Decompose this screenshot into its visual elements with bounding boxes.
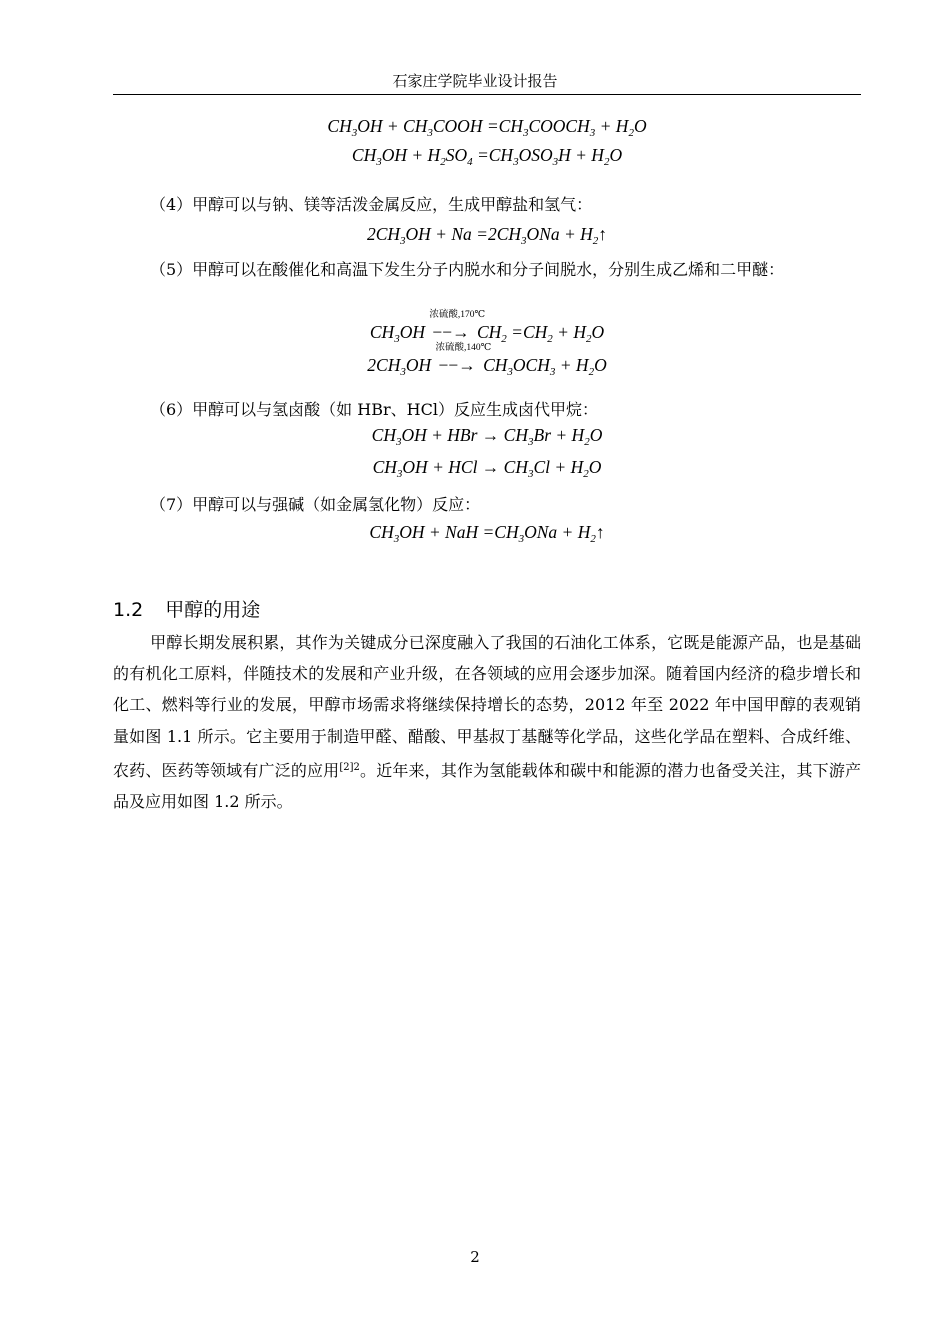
section-body: 甲醇长期发展积累，其作为关键成分已深度融入了我国的石油化工体系，它既是能源产品，也是基础的有机化工原料，伴随技术的发展和产业升级，在各领域的应用会逐步加深。随着国内经济的稳步增长和化工、燃料等行业的发展，甲醇市场需求将继续保持增长的态势，2012 年至 2022 年中国甲醇的表观销量如图 1.1 所示。它主要用于制造甲醛、醋酸、甲基叔丁基醚等化学品，这些化学品在塑料、合成纤维、农药、医药等领域有广泛的应用$^{[2]2}$。近年来，其作为氢能载体和碳中和能源的潜力也备受关注，其下游产品及应用如图 1.2 所示。 [113, 633, 861, 812]
equation-hydride: $CH_3OH$ + NaH $=CH_3ONa$ + $H_2↑$ [369, 522, 605, 545]
section-heading [113, 595, 260, 622]
item-7: （7）甲醇可以与强碱（如金属氢化物）反应： [150, 495, 481, 514]
equation-dehydration-1: $CH_3OH$ 浓硫酸,170℃ −−→ $CH_2 =CH_2 + H_2O$ [369, 310, 605, 345]
item-5: （5）甲醇可以在酸催化和高温下发生分子内脱水和分子间脱水，分别生成乙烯和二甲醚： [150, 260, 785, 279]
section-title: 甲醇的用途 [165, 599, 261, 621]
page-number: 2 [470, 1248, 480, 1266]
equation-sulfate: $CH_3OH + H_2SO_4 =CH_3OSO_3H + H_2O$ [351, 145, 623, 168]
item-6: （6）甲醇可以与氢卤酸（如 HBr、HCl）反应生成卤代甲烷： [150, 400, 598, 419]
equation-hcl: $CH_3OH$ + HCl → $CH_3Cl + H_2O$ [372, 457, 602, 480]
citation-ref[interactable]: [2]2 [339, 761, 360, 773]
page-header: 石家庄学院毕业设计报告 [392, 72, 558, 90]
header-rule [113, 94, 861, 95]
reaction-arrow: 浓硫酸,140℃ −−→ [435, 343, 492, 375]
reaction-arrow: 浓硫酸,170℃ −−→ [429, 310, 486, 342]
equation-dehydration-2: $2CH_3OH$ 浓硫酸,140℃ −−→ $CH_3OCH_3 + H_2O$ [367, 343, 607, 378]
item-4: （4）甲醇可以与钠、镁等活泼金属反应，生成甲醇盐和氢气： [150, 195, 593, 214]
section-number: 1.2 [113, 599, 144, 621]
equation-sodium: $2CH_3OH + Na =2CH_3ONa$ + $H_2↑$ [366, 224, 608, 247]
equation-hbr: $CH_3OH$ + HBr → $CH_3Br + H_2O$ [371, 425, 603, 448]
equation-esterification: $CH_3OH$ + $CH_3COOH$ $=CH_3COOCH_3 + H_2O$ [327, 116, 647, 139]
